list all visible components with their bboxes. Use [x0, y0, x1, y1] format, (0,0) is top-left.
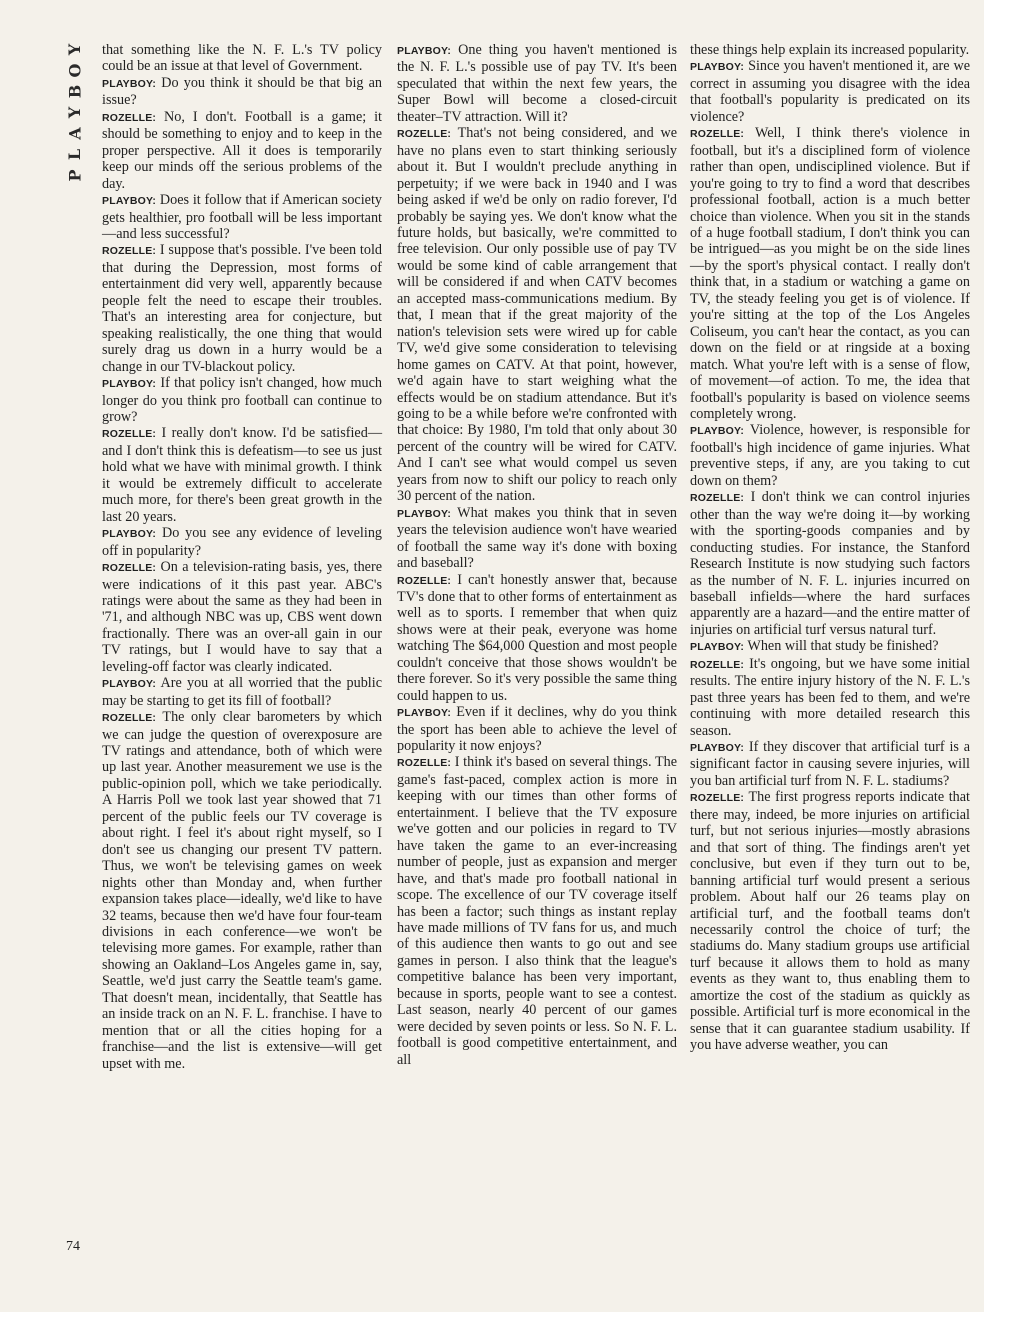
paragraph-text: Does it follow that if American society gets healthier, pro football will be less important—and less successful?	[102, 192, 383, 242]
interview-paragraph	[102, 75, 382, 109]
interview-paragraph	[102, 559, 382, 675]
paragraph-text: these things help explain its increased popularity.	[690, 42, 970, 58]
paragraph-text: that something like the N. F. L.'s TV policy could be an issue at that level of Government.	[102, 42, 382, 75]
speaker-label: ROZELLE:	[102, 111, 157, 124]
paragraph-text: The first progress reports indicate that there may, indeed, be more injuries on artificial turf, but not serious injuries—mostly abrasions and that sort of thing. The findings aren't yet conclusive, but even if they turn out to be, banning artificial turf would present a serious problem. About half our 26 teams play on artificial turf, and the football teams don't necessarily control the choice of turf; the stadiums do. Many stadium groups use artificial turf because it allows them to hold as many events as they want to, thus enabling them to amortize the cost of the stadium as quickly as possible. Artificial turf is more economical in the sense that it can guarantee stadium usability. If you have adverse weather, you can	[690, 789, 970, 1054]
speaker-label: PLAYBOY:	[102, 195, 157, 208]
paragraph-text: I can't honestly answer that, because TV's done that to other forms of entertainment as well as to sports. I remember that when quiz shows were at their peak, everyone was home watching The $64,000 Question and most people couldn't conceive that those shows wouldn't be there forever. So it's very possible the same thing could happen to us.	[397, 571, 677, 704]
paragraph-text: Well, I think there's violence in football, but it's a disciplined form of violence rather than open, undisciplined violence. But if you're going to try to find a word that describes professional football, action is a much better choice than violence. When you sit in the stands of a huge football stadium, I don't think you can be intrigued—as you might be on the side lines—by the sport's physical contact. I really don't think that, in a stadium or watching a game on TV, the steady feeling you get is of violence. If you're sitting at the top of the Los Angeles Coliseum, you can't hear the contact, as you can down on the field or at ringside at a boxing match. What you're left with is a sense of flow, of movement—of action. To me, the idea that football's popularity is based on violence seems completely wrong.	[690, 125, 970, 422]
speaker-label: ROZELLE:	[690, 658, 745, 671]
vertical-magazine-title	[60, 40, 90, 190]
interview-paragraph	[690, 789, 970, 1053]
paragraph-text: Do you think it should be that big an issue?	[102, 74, 382, 109]
paragraph-text: Are you at all worried that the public may be starting to get its fill of football?	[102, 675, 382, 709]
speaker-label: PLAYBOY:	[102, 678, 157, 691]
interview-paragraph	[397, 704, 677, 754]
paragraph-text: I don't think we can control injuries other than the way we're doing it—by working with the sporting-goods companies and by conducting studies. For instance, the Stanford Research Institute is now studying such factors as the number of N. F. L. injuries incurred on baseball infields—where the hard surfaces apparently are a hazard—and the entire matter of injuries on artificial turf versus natural turf.	[690, 489, 970, 638]
speaker-label: PLAYBOY:	[397, 45, 452, 57]
speaker-label: PLAYBOY:	[102, 378, 157, 391]
speaker-label: ROZELLE:	[397, 574, 452, 587]
speaker-label: ROZELLE:	[690, 792, 745, 805]
interview-paragraph	[102, 709, 382, 1072]
interview-paragraph	[397, 754, 677, 1068]
interview-paragraph	[102, 675, 382, 709]
speaker-label: PLAYBOY:	[102, 77, 157, 90]
paragraph-text: On a television-rating basis, yes, there were indications of it this past year. ABC's ratings were about the same as they had been in '71, and although NBC was up, CBS went down fractionally. There was an over-all gain in our TV ratings, but I would have to say that a leveling-off factor was clearly indicated.	[102, 559, 382, 675]
interview-paragraph	[397, 42, 677, 125]
magazine-title-letter: O	[65, 63, 85, 78]
text-column-3	[690, 42, 970, 1054]
interview-paragraph	[397, 505, 677, 572]
interview-paragraph	[397, 125, 677, 504]
interview-paragraph	[102, 525, 382, 559]
paragraph-text: Do you see any evidence of leveling off in popularity?	[102, 525, 383, 559]
page-margin-bottom	[0, 1312, 1020, 1320]
speaker-label: ROZELLE:	[102, 562, 157, 575]
speaker-label: PLAYBOY:	[690, 641, 745, 654]
speaker-label: ROZELLE:	[690, 128, 745, 141]
interview-paragraph	[690, 638, 970, 655]
speaker-label: ROZELLE:	[397, 128, 452, 141]
interview-paragraph	[690, 58, 970, 125]
interview-paragraph	[690, 125, 970, 422]
paragraph-text: It's ongoing, but we have some initial results. The entire injury history of the N. F. L.'s past three years has been fed to them, and we're continuing with more detailed research this season.	[690, 655, 971, 739]
interview-paragraph	[690, 656, 970, 739]
interview-paragraph	[690, 489, 970, 638]
speaker-label: ROZELLE:	[690, 492, 745, 505]
interview-paragraph	[690, 739, 970, 789]
speaker-label: ROZELLE:	[102, 245, 157, 258]
interview-paragraph	[690, 422, 970, 489]
interview-paragraph	[102, 375, 382, 425]
paragraph-text: Since you haven't mentioned it, are we correct in assuming you disagree with the idea that football's popularity is predicated on its violence?	[690, 58, 971, 125]
paragraph-text: Even if it declines, why do you think the sport has been able to achieve the level of popularity it now enjoys?	[397, 704, 677, 755]
interview-paragraph	[102, 109, 382, 192]
speaker-label: PLAYBOY:	[690, 742, 745, 755]
paragraph-text: I really don't know. I'd be satisfied—and I don't think this is defeatism—to see us just hold what we have with minimal growth. I think it would be extremely difficult to accelerate much more, for there's been great growth in the last 20 years.	[102, 425, 383, 525]
paragraph-text: Violence, however, is responsible for football's high incidence of game injuries. What preventive steps, if any, are you taking to cut down on them?	[690, 422, 970, 489]
speaker-label: ROZELLE:	[102, 428, 157, 441]
paragraph-text: What makes you think that in seven years the television audience won't have wearied of football the same way it's done with boxing and baseball?	[397, 504, 677, 572]
interview-paragraph	[102, 242, 382, 375]
paragraph-text: If they discover that artificial turf is a significant factor in causing severe injuries, will you ban artificial turf from N. F. L. stadiums?	[690, 739, 970, 789]
paragraph-text: That's not being considered, and we have no plans even to start thinking seriously about it. But I wouldn't preclude anything in perpetuity; if we were back in 1940 and I was being asked if we'd be only on radio forever, I'd probably be saying yes. We don't know what the future holds, but basically, we're committed to free television. Our only possible use of pay TV would be some kind of cable arrangement that will be considered if and when CATV becomes an accepted mass-communications medium. By that, I mean that if the great majority of the nation's television sets were wired up for cable TV, we'd give some consideration to televising home games on CATV. At that point, however, we'd again have to start weighing what the effects would be on stadium attendance. But it's going to be a while before we're confronted with that choice: By 1980, I'm told that only about 30 percent of the country will be wired for CATV. And I can't see what would compel us seven years from now to shift our policy to reach only 30 percent of the nation.	[397, 125, 677, 505]
interview-paragraph	[102, 425, 382, 525]
speaker-label: PLAYBOY:	[690, 425, 745, 438]
magazine-title-letter: Y	[65, 43, 85, 56]
magazine-title-letter: Y	[65, 106, 85, 119]
speaker-label: ROZELLE:	[102, 712, 157, 725]
paragraph-text: The only clear barometers by which we can judge the question of overexposure are TV ratings and attendance, both of which were up last year. Another measurement we use is the public-opinion poll, which we take periodically. A Harris Poll we took last year showed that 71 percent of the public feels our TV coverage is about right. I feel it's about right myself, so I don't see us changing our present TV pattern. Thus, we won't be televising games on week nights other than Monday and, when further expansion takes place—ideally, we'd like to have 32 teams, because then we'd have four four-team divisions in each conference—we won't be televising more games. For example, rather than showing an Oakland–Los Angeles game in, say, Seattle, we'd just carry the Seattle team's game. That doesn't mean, incidentally, that Seattle has an inside track on an N. F. L. franchise. I have to mention that or all the cities hoping for a franchise—and the list is extensive—will get upset with me.	[102, 709, 382, 1072]
paragraph-text: If that policy isn't changed, how much longer do you think pro football can continue to grow?	[102, 375, 382, 425]
speaker-label: PLAYBOY:	[102, 528, 157, 541]
speaker-label: PLAYBOY:	[397, 707, 452, 720]
interview-paragraph	[102, 192, 382, 242]
text-column-2	[397, 42, 677, 1068]
interview-paragraph	[102, 42, 382, 75]
paragraph-text: When will that study be finished?	[747, 638, 939, 655]
paragraph-text: No, I don't. Football is a game; it should be something to enjoy and to keep in the proper perspective. All it does is temporarily keep our minds off the serious problems of the day.	[102, 108, 382, 192]
paragraph-text: I suppose that's possible. I've been told that during the Depression, most forms of entertainment did very well, apparently because people felt the need to escape their troubles. That's an interesting area for conjecture, but speaking realistically, the one thing that would surely drag us down in a hurry would be a change in our TV-blackout policy.	[102, 242, 383, 375]
page-margin-right	[984, 0, 1020, 1320]
magazine-title-letter: B	[65, 84, 85, 99]
paragraph-text: I think it's based on several things. The game's fast-paced, complex action is more in keeping with our times than other forms of entertainment. I believe that the TV exposure we've gotten and our policies in regard to TV have taken the game to an ever-increasing number of people, just as expansion and merger have, and that's made pro football national in scope. The excellence of our TV coverage itself has been a factor; such things as instant replay have made millions of TV fans for us, and much of this audience then wants to go out and see games in person. I also think that the league's competitive balance has been very important, because in sports, people want to see a contest. Last season, nearly 40 percent of our games were decided by seven points or less. So N. F. L. football is good competitive entertainment, and all	[397, 754, 678, 1068]
magazine-title-letter: P	[65, 169, 85, 182]
magazine-title-letter: A	[65, 127, 85, 140]
speaker-label: ROZELLE:	[397, 757, 452, 770]
speaker-label: PLAYBOY:	[397, 507, 452, 520]
text-column-1	[102, 42, 382, 1072]
interview-paragraph	[690, 42, 970, 58]
paragraph-text: One thing you haven't mentioned is the N. F. L.'s possible use of pay TV. It's been speculated that within the next few years, the Super Bowl will become a closed-circuit theater–TV attraction. Will it?	[397, 42, 677, 125]
magazine-title-letter: L	[65, 148, 85, 161]
interview-paragraph	[397, 572, 677, 705]
speaker-label: PLAYBOY:	[690, 61, 745, 74]
page-number: 74	[66, 1239, 80, 1254]
